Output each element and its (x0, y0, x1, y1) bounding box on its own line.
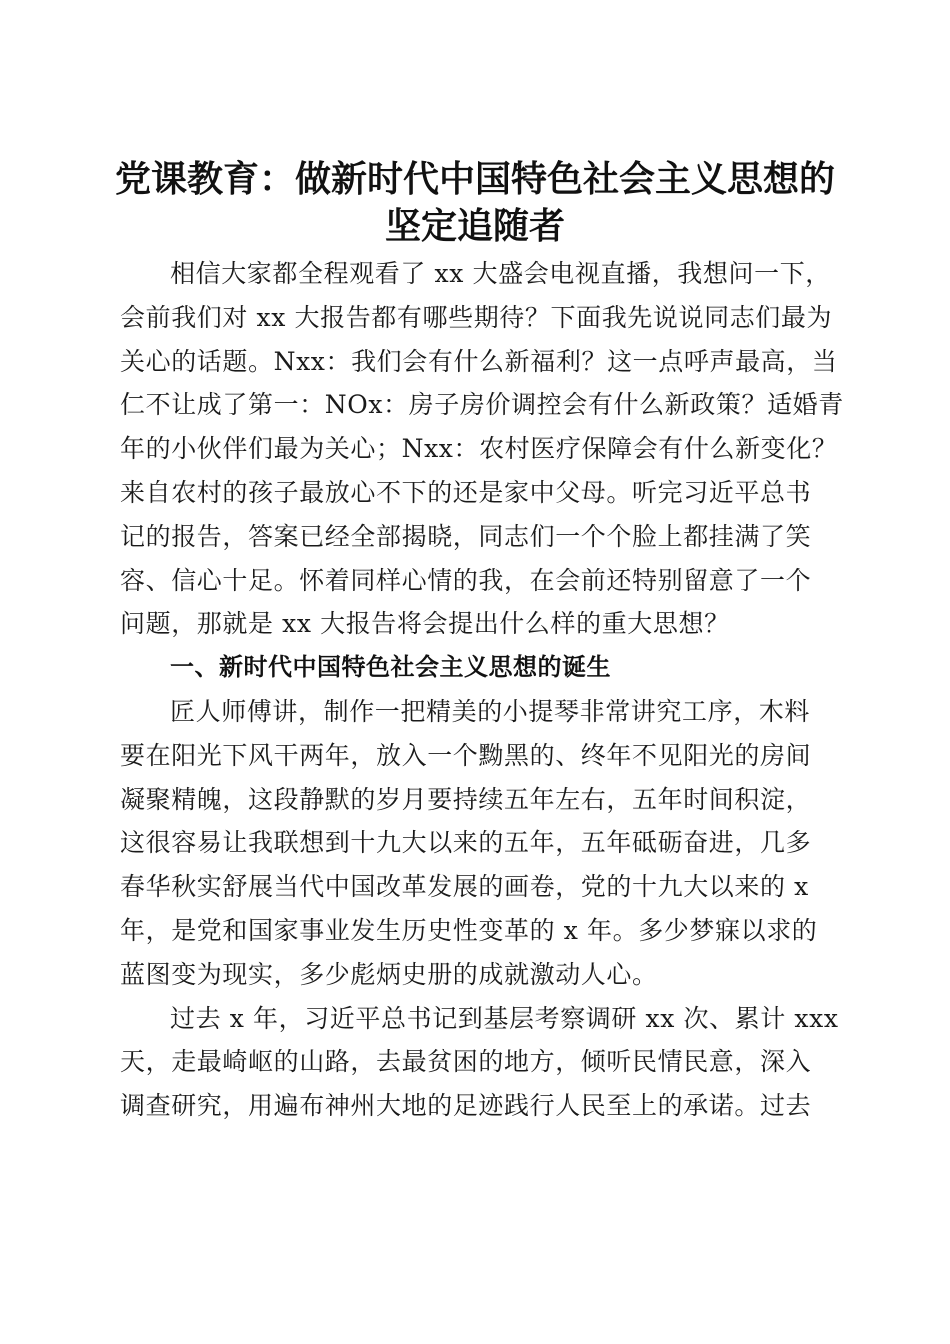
paragraph-line: 这很容易让我联想到十九大以来的五年，五年砥砺奋进，几多 (120, 828, 812, 858)
paragraph-line: 相信大家都全程观看了 xx 大盛会电视直播，我想问一下， (170, 259, 831, 288)
document-title (100, 156, 850, 250)
paragraph-line: 蓝图变为现实，多少彪炳史册的成就激动人心。 (120, 959, 658, 989)
paragraph-intro (120, 252, 844, 646)
paragraph-line: 来自农村的孩子最放心不下的还是家中父母。听完习近平总书 (120, 477, 812, 507)
title-line: 党课教育：做新时代中国特色社会主义思想的 (114, 158, 835, 201)
paragraph-line: 天，走最崎岖的山路，去最贫困的地方，倾听民情民意，深入 (120, 1047, 812, 1077)
paragraph-line: 凝聚精魄，这段静默的岁月要持续五年左右，五年时间积淀， (120, 784, 812, 814)
paragraph-past-years (120, 997, 839, 1128)
document-body (120, 252, 844, 1128)
title-line: 坚定追随者 (384, 205, 565, 248)
paragraph-line: 关心的话题。Nxx：我们会有什么新福利？这一点呼声最高，当 (120, 346, 838, 376)
paragraph-line: 年的小伙伴们最为关心；Nxx：农村医疗保障会有什么新变化？ (120, 434, 838, 464)
paragraph-line: 仁不让成了第一：NOx：房子房价调控会有什么新政策？适婚青 (120, 390, 844, 420)
paragraph-line: 会前我们对 xx 大报告都有哪些期待？下面我先说说同志们最为 (120, 302, 833, 332)
paragraph-violin (120, 690, 832, 997)
paragraph-line: 过去 x 年，习近平总书记到基层考察调研 xx 次、累计 xxx (170, 1003, 839, 1033)
paragraph-line: 匠人师傅讲，制作一把精美的小提琴非常讲究工序，木料 (170, 696, 811, 726)
paragraph-line: 容、信心十足。怀着同样心情的我，在会前还特别留意了一个 (120, 565, 812, 595)
paragraph-line: 要在阳光下风干两年，放入一个黝黑的、终年不见阳光的房间 (120, 740, 812, 770)
paragraph-line: 年，是党和国家事业发生历史性变革的 x 年。多少梦寐以求的 (120, 915, 818, 945)
section-heading: 一、新时代中国特色社会主义思想的诞生 (170, 653, 611, 682)
paragraph-line: 问题，那就是 xx 大报告将会提出什么样的重大思想？ (120, 609, 730, 639)
paragraph-line: 记的报告，答案已经全部揭晓，同志们一个个脸上都挂满了笑 (120, 521, 812, 551)
paragraph-line: 调查研究，用遍布神州大地的足迹践行人民至上的承诺。过去 (120, 1091, 812, 1121)
paragraph-line: 春华秋实舒展当代中国改革发展的画卷，党的十九大以来的 x (120, 872, 809, 902)
